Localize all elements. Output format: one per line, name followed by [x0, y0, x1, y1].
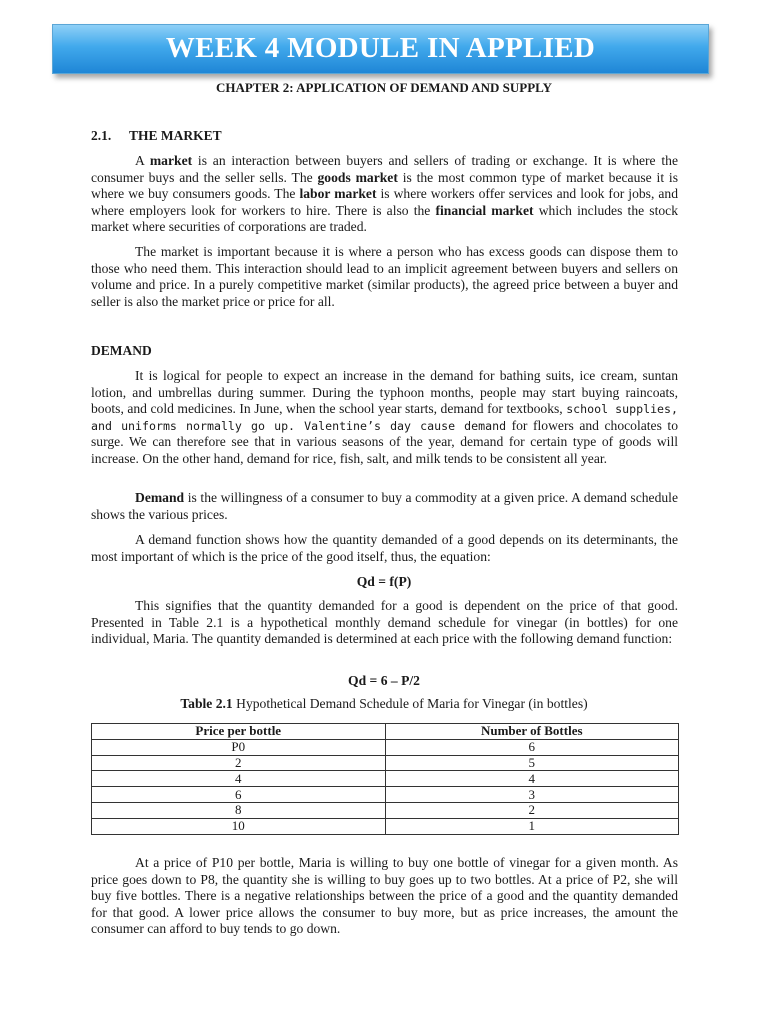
cell-bottles: 1 — [385, 818, 679, 834]
cell-price: 10 — [92, 818, 386, 834]
cell-bottles: 2 — [385, 802, 679, 818]
demand-paragraph-5: At a price of P10 per bottle, Maria is willing to buy one bottle of vinegar for a given month. As price goes down to P8, the quantity she is willing to buy goes up to two bottles. At a price of P2, she will buy five bottles. There is a negative relationships between the price of a good and the quantity demanded for that good. A lower price allows the consumer to buy more, but as price increases, the amount the consumer can afford to buy tends to go down. — [91, 855, 678, 937]
equation-demand-function: Qd = f(P) — [356, 574, 412, 589]
header-price: Price per bottle — [92, 724, 386, 740]
cell-price: 2 — [92, 755, 386, 771]
demand-paragraph-2: Demand is the willingness of a consumer to buy a commodity at a given price. A demand schedule shows the various prices. — [91, 490, 678, 522]
table-row — [92, 755, 679, 771]
cell-price: 6 — [92, 787, 386, 803]
section-heading-demand: DEMAND — [91, 343, 152, 358]
demand-paragraph-3: A demand function shows how the quantity demanded of a good depends on its determinants, the most important of which is the price of the good itself, thus, the equation: — [91, 532, 678, 564]
table-caption: Table 2.1 Hypothetical Demand Schedule of Maria for Vinegar (in bottles) — [180, 696, 588, 711]
section-number: 2.1. — [91, 128, 112, 143]
mono-text-run: school supplies, and uniforms normally go up. Valentine’s day cause demand — [91, 402, 678, 433]
demand-schedule-table — [91, 723, 679, 835]
table-row — [92, 802, 679, 818]
table-row — [92, 787, 679, 803]
cell-bottles: 5 — [385, 755, 679, 771]
module-title-banner: WEEK 4 MODULE IN APPLIED — [52, 24, 709, 74]
table-row — [92, 771, 679, 787]
cell-bottles: 6 — [385, 739, 679, 755]
demand-paragraph-4: This signifies that the quantity demanded for a good is dependent on the price of that good. Presented in Table 2.1 is a hypothetical monthly demand schedule for vinegar (in bottles) for one individual, Maria. The quantity demanded is determined at each price with the following demand function: — [91, 598, 678, 647]
demand-paragraph-1: It is logical for people to expect an increase in the demand for bathing suits, ice cream, suntan lotion, and umbrellas during summer. During the typhoon months, people may start buying raincoats, boots, and cold medicines. In June, when the school year starts, demand for textbooks, school supplies, and uniforms normally go up. Valentine’s day cause demand for flowers and chocolates to surge. We can therefore see that in various seasons of the year, demand for certain type of goods will increase. On the other hand, demand for rice, fish, salt, and milk tends to be consistent all year. — [91, 368, 678, 466]
table-row — [92, 818, 679, 834]
cell-price: 4 — [92, 771, 386, 787]
cell-price: 8 — [92, 802, 386, 818]
equation-demand-linear: Qd = 6 – P/2 — [348, 673, 420, 688]
chapter-title: CHAPTER 2: APPLICATION OF DEMAND AND SUPPLY — [215, 80, 553, 95]
market-paragraph-2: The market is important because it is where a person who has excess goods can dispose them to those who need them. This interaction should lead to an implicit agreement between buyers and sellers on volume and price. In a purely competitive market (similar products), the agreed price between a buyer and seller is also the market price or price for all. — [91, 244, 678, 309]
market-paragraph-1: A market is an interaction between buyers and sellers of trading or exchange. It is where the consumer buys and the seller sells. The goods market is the most common type of market because it is where we buy consumers goods. The labor market is where workers offer services and look for jobs, and where employers look for workers to hire. There is also the financial market which includes the stock market where securities of corporations are traded. — [91, 153, 678, 235]
cell-bottles: 4 — [385, 771, 679, 787]
section-title: THE MARKET — [129, 128, 222, 143]
section-heading-market — [91, 128, 222, 144]
table-row — [92, 739, 679, 755]
header-bottles: Number of Bottles — [385, 724, 679, 740]
cell-bottles: 3 — [385, 787, 679, 803]
cell-price: P0 — [92, 739, 386, 755]
table-header-row — [92, 724, 679, 740]
